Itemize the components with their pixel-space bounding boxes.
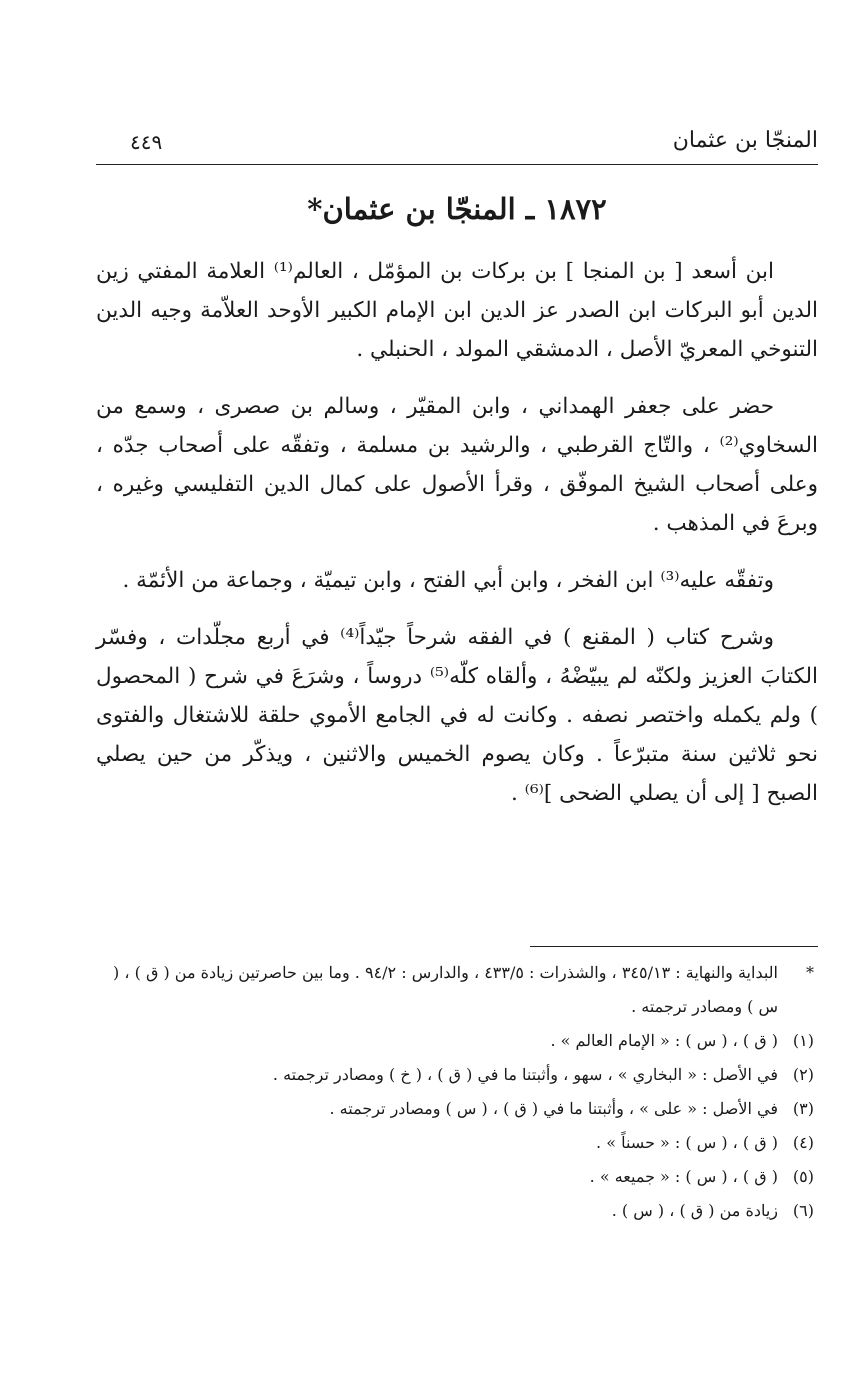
paragraph-1: ابن أسعد [ بن المنجا ] بن بركات بن المؤمّل ، العالم⁽¹⁾ العلامة المفتي زين الدين أبو البركات ابن الصدر عز الدين ابن الإمام الكبير الأوحد العلاّمة وجيه الدين التنوخي المعريّ الأصل ، الدمشقي المولد ، الحنبلي . (96, 259, 818, 362)
footnote-mark: * (806, 963, 814, 982)
footnote-mark: (٦) (792, 1201, 814, 1220)
footnotes (96, 956, 818, 1228)
body-text (96, 252, 818, 831)
footnote-mark: (٥) (792, 1167, 814, 1186)
footnote-text: ( ق ) ، ( س ) : « الإمام العالم » . (550, 1031, 778, 1050)
footnote-1 (96, 1024, 818, 1058)
footnote-mark: (٣) (792, 1099, 814, 1118)
footnote-mark: (٢) (792, 1065, 814, 1084)
footnote-text: في الأصل : « البخاري » ، سهو ، وأثبتنا ما في ( ق ) ، ( خ ) ومصادر ترجمته . (272, 1065, 778, 1084)
running-head (96, 128, 818, 164)
paragraph-2: حضر على جعفر الهمداني ، وابن المقيّر ، وسالم بن صصرى ، وسمع من السخاوي⁽²⁾ ، والتّاج القرطبي ، والرشيد بن مسلمة ، وتفقّه على أصحاب جدّه ، وعلى أصحاب الشيخ الموفّق ، وقرأ الأصول على كمال الدين التفليسي وغيره ، وبرعَ في المذهب . (96, 394, 818, 536)
footnote-source (96, 956, 818, 1024)
paragraph-3: وتفقّه عليه⁽³⁾ ابن الفخر ، وابن أبي الفتح ، وابن تيميّة ، وجماعة من الأئمّة . (122, 568, 774, 593)
footnote-rule (530, 946, 818, 947)
footnote-mark: (١) (792, 1031, 814, 1050)
entry-title: ١٨٧٢ ـ المنجّا بن عثمان* (307, 192, 607, 226)
footnote-4 (96, 1126, 818, 1160)
footnote-2 (96, 1058, 818, 1092)
paragraph-4: وشرح كتاب ( المقنع ) في الفقه شرحاً جيّداً⁽⁴⁾ في أربع مجلّدات ، وفسّر الكتابَ العزيز ولكنّه لم يبيّضْهُ ، وألقاه كلّه⁽⁵⁾ دروساً ، وشرَعَ في شرح ( المحصول ) ولم يكمله واختصر نصفه . وكانت له في الجامع الأموي حلقة للاشتغال والفتوى نحو ثلاثين سنة متبرّعاً . وكان يصوم الخميس والاثنين ، ويذكّر من حين يصلي الصبح [ إلى أن يصلي الضحى ]⁽⁶⁾ . (96, 625, 818, 806)
footnote-6 (96, 1194, 818, 1228)
footnote-3 (96, 1092, 818, 1126)
page-number: ٤٤٩ (130, 130, 163, 154)
footnote-5 (96, 1160, 818, 1194)
footnote-mark: (٤) (792, 1133, 814, 1152)
header-rule (96, 164, 818, 165)
footnote-text: ( ق ) ، ( س ) : « حسناً » . (596, 1133, 778, 1152)
footnote-text: في الأصل : « على » ، وأثبتنا ما في ( ق ) ، ( س ) ومصادر ترجمته . (329, 1099, 778, 1118)
footnote-text: ( ق ) ، ( س ) : « جميعه » . (589, 1167, 778, 1186)
footnote-text: البداية والنهاية : ٣٤٥/١٣ ، والشذرات : ٤٣٣/٥ ، والدارس : ٩٤/٢ . وما بين حاصرتين زيادة من ( ق ) ، ( س ) ومصادر ترجمته . (113, 963, 778, 1016)
footnote-text: زيادة من ( ق ) ، ( س ) . (611, 1201, 778, 1220)
running-head-title: المنجّا بن عثمان (672, 128, 818, 153)
